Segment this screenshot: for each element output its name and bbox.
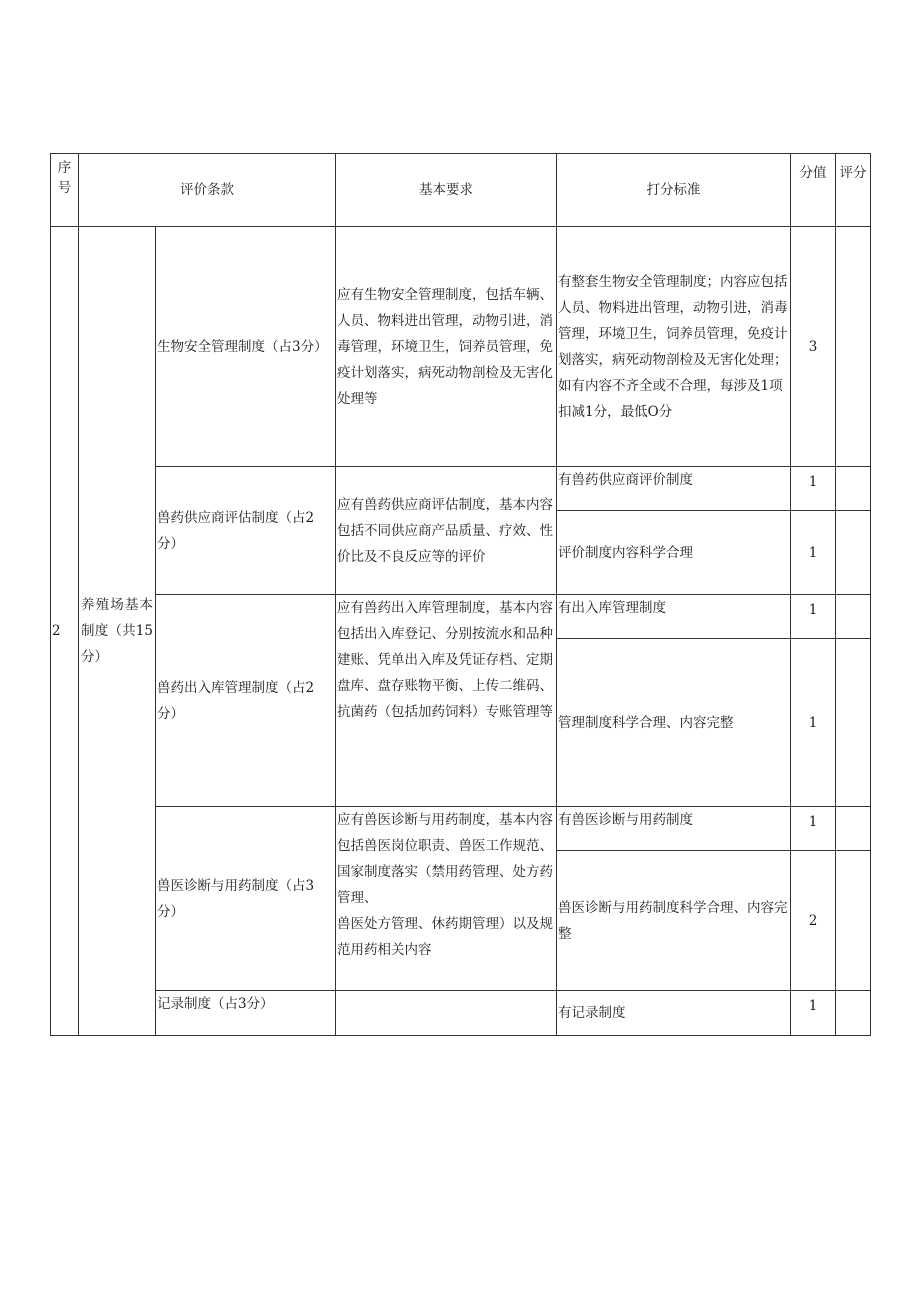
rating-cell <box>836 227 871 467</box>
table-row <box>51 227 871 467</box>
requirement-cell: 应有生物安全管理制度，包括车辆、人员、物料进出管理，动物引进，消毒管理，环境卫生，饲养员管理，免疫计划落实，病死动物剖检及无害化处理等 <box>336 227 557 467</box>
table-row <box>51 467 871 511</box>
header-standard: 打分标准 <box>557 154 791 227</box>
requirement-part-2: 兽医处方管理、休药期管理）以及规范用药相关内容 <box>337 916 553 958</box>
rating-cell <box>836 511 871 595</box>
points-cell: 1 <box>791 639 836 807</box>
points-cell: 1 <box>791 991 836 1036</box>
points-cell: 1 <box>791 595 836 639</box>
rating-cell <box>836 851 871 991</box>
standard-cell: 管理制度科学合理、内容完整 <box>557 639 791 807</box>
table-row <box>51 807 871 851</box>
item-cell: 兽药出入库管理制度（占2分） <box>156 595 336 807</box>
item-cell: 生物安全管理制度（占3分） <box>156 227 336 467</box>
table-row <box>51 595 871 639</box>
item-cell: 兽医诊断与用药制度（占3分） <box>156 807 336 991</box>
standard-cell: 评价制度内容科学合理 <box>557 511 791 595</box>
section-category: 养殖场基本制度（共15分） <box>79 227 156 1036</box>
header-row <box>51 154 871 227</box>
points-cell: 3 <box>791 227 836 467</box>
points-cell: 1 <box>791 807 836 851</box>
header-points: 分值 <box>791 154 836 227</box>
standard-cell: 有兽药供应商评价制度 <box>557 467 791 511</box>
rating-cell <box>836 595 871 639</box>
standard-cell: 有整套生物安全管理制度；内容应包括人员、物料进出管理，动物引进，消毒管理，环境卫生，饲养员管理，免疫计划落实，病死动物剖检及无害化处理；如有内容不齐全或不合理，每涉及1项扣减1分，最低O分 <box>557 227 791 467</box>
requirement-cell <box>336 991 557 1036</box>
standard-cell: 有记录制度 <box>557 991 791 1036</box>
header-requirement: 基本要求 <box>336 154 557 227</box>
requirement-part-1: 应有兽医诊断与用药制度，基本内容包括兽医岗位职责、兽医工作规范、国家制度落实（禁用药管理、处方药管理、 <box>337 812 553 906</box>
section-seq: 2 <box>51 227 79 1036</box>
points-cell: 1 <box>791 467 836 511</box>
table-row <box>51 991 871 1036</box>
requirement-cell: 应有兽药供应商评估制度，基本内容包括不同供应商产品质量、疗效、性价比及不良反应等的评价 <box>336 467 557 595</box>
standard-cell: 兽医诊断与用药制度科学合理、内容完整 <box>557 851 791 991</box>
requirement-cell: 应有兽药出入库管理制度，基本内容包括出入库登记、分别按流水和品种建账、凭单出入库及凭证存档、定期盘库、盘存账物平衡、上传二维码、抗菌药（包括加药饲料）专账管理等 <box>336 595 557 807</box>
rating-cell <box>836 807 871 851</box>
standard-cell: 有出入库管理制度 <box>557 595 791 639</box>
rating-cell <box>836 467 871 511</box>
item-cell: 兽药供应商评估制度（占2分） <box>156 467 336 595</box>
evaluation-table <box>50 153 871 1036</box>
header-seq: 序号 <box>51 154 79 227</box>
rating-cell <box>836 991 871 1036</box>
header-item: 评价条款 <box>79 154 336 227</box>
item-cell: 记录制度（占3分） <box>156 991 336 1036</box>
rating-cell <box>836 639 871 807</box>
header-rating: 评分 <box>836 154 871 227</box>
points-cell: 2 <box>791 851 836 991</box>
requirement-cell <box>336 807 557 991</box>
points-cell: 1 <box>791 511 836 595</box>
standard-cell: 有兽医诊断与用药制度 <box>557 807 791 851</box>
